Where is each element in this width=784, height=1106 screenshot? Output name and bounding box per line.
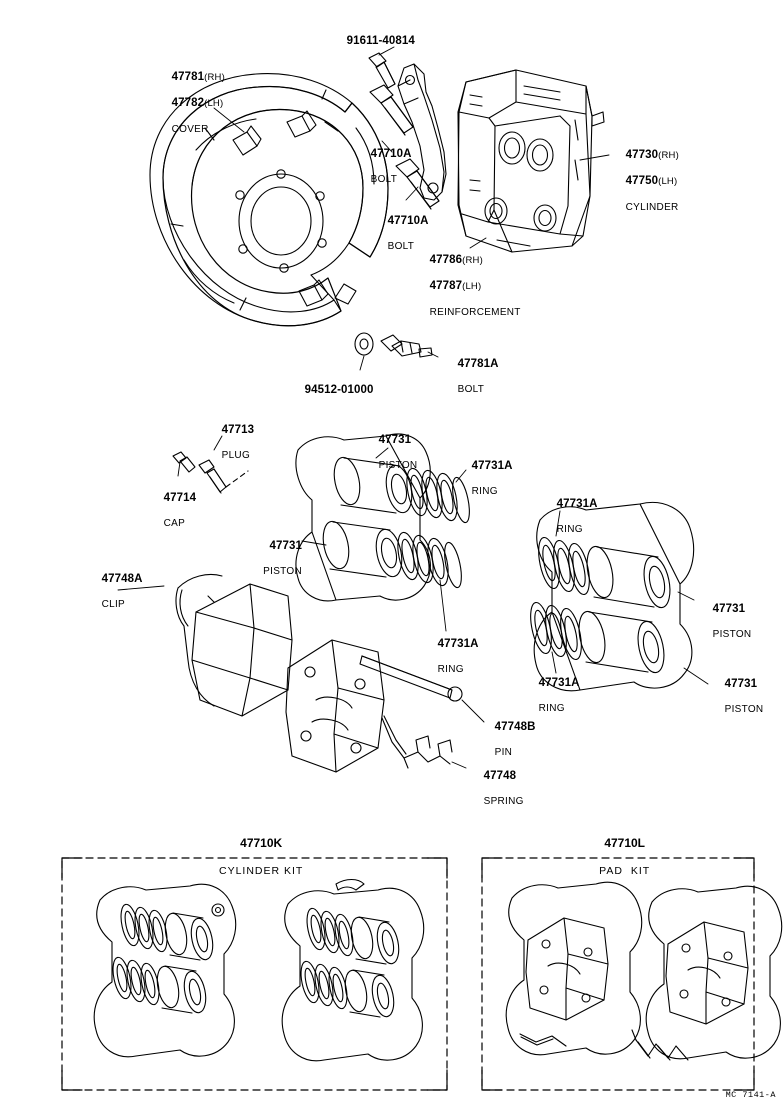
label-piston-right-upper: 47731 PISTON bbox=[712, 602, 752, 640]
cylinder-kit-contents-illustration bbox=[94, 880, 424, 1061]
label-ring-right-upper: 47731A RING bbox=[556, 497, 598, 535]
kit-box-corners bbox=[62, 858, 754, 1090]
label-washer-94512-01000: 94512-01000 bbox=[304, 383, 374, 396]
bolt-47781a-illustration bbox=[381, 335, 432, 357]
label-pin-47748b: 47748B PIN bbox=[494, 720, 536, 758]
label-bolt-47781a: 47781A BOLT bbox=[457, 357, 499, 395]
label-ring-right-lower: 47731A RING bbox=[538, 676, 580, 714]
label-piston-top: 47731 PISTON bbox=[378, 433, 418, 471]
clip-47748a-illustration bbox=[176, 575, 222, 707]
label-cover: 47781(RH) 47782(LH) COVER bbox=[171, 70, 225, 135]
label-cylinder: 47730(RH) 47750(LH) CYLINDER bbox=[625, 148, 679, 213]
brake-pad-rear-illustration bbox=[192, 584, 292, 716]
pad-kit-contents-illustration bbox=[506, 882, 782, 1060]
label-plug-47713: 47713 PLUG bbox=[221, 423, 255, 461]
brake-pad-front-illustration bbox=[286, 640, 384, 772]
caliper-cylinder-illustration bbox=[458, 70, 604, 252]
label-piston-mid-left: 47731 PISTON bbox=[263, 539, 302, 577]
kit-title-cylinder-kit: 47710K CYLINDER KIT bbox=[218, 835, 304, 877]
label-ring-lower-mid: 47731A RING bbox=[437, 637, 479, 675]
label-reinforcement: 47786(RH) 47787(LH) REINFORCEMENT bbox=[429, 253, 521, 318]
kit-boxes bbox=[62, 858, 754, 1090]
label-ring-upper-right: 47731A RING bbox=[471, 459, 513, 497]
label-spring-47748: 47748 SPRING bbox=[483, 769, 524, 807]
bolt-47710a-upper-illustration bbox=[370, 85, 413, 135]
piston-cluster-right-illustration bbox=[527, 536, 674, 675]
label-piston-right-lower: 47731 PISTON bbox=[724, 677, 764, 715]
washer-94512-illustration bbox=[355, 333, 373, 355]
label-bolt-47710a-lower: 47710A BOLT bbox=[387, 214, 429, 252]
label-clip-47748a: 47748A CLIP bbox=[101, 572, 143, 610]
label-bolt-91611-40814: 91611-40814 bbox=[346, 34, 415, 47]
kit-title-pad-kit: 47710L PAD KIT bbox=[599, 835, 651, 877]
spring-47748-illustration bbox=[382, 716, 452, 768]
label-bolt-47710a-upper: 47710A BOLT bbox=[370, 147, 412, 185]
sheet-reference-code: MC 7141-A bbox=[725, 1090, 776, 1100]
label-cap-47714: 47714 CAP bbox=[163, 491, 197, 529]
